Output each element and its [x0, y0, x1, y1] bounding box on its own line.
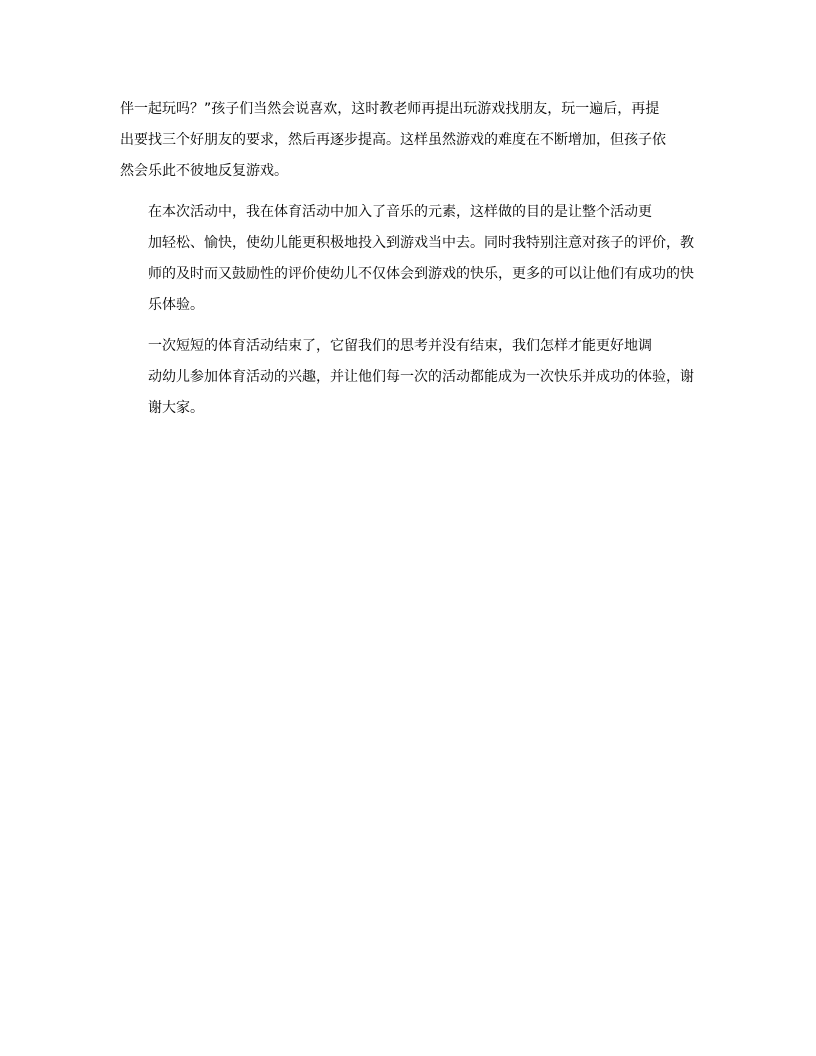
paragraph-1 — [120, 94, 696, 187]
paragraph-line: 动幼儿参加体育活动的兴趣，并让他们每一次的活动都能成为一次快乐并成功的体验，谢 — [148, 369, 694, 385]
paragraph-line: 然会乐此不彼地反复游戏。 — [120, 163, 288, 179]
paragraph-3 — [120, 331, 696, 424]
paragraph-line: 一次短短的体育活动结束了，它留我们的思考并没有结束，我们怎样才能更好地调 — [148, 338, 652, 354]
paragraph-line: 师的及时而又鼓励性的评价使幼儿不仅体会到游戏的快乐，更多的可以让他们有成功的快 — [148, 266, 694, 282]
paragraph-line: 乐体验。 — [148, 297, 204, 313]
document-body — [120, 94, 696, 424]
paragraph-line: 加轻松、愉快，使幼儿能更积极地投入到游戏当中去。同时我特别注意对孩子的评价，教 — [148, 235, 694, 251]
paragraph-line: 出要找三个好朋友的要求，然后再逐步提高。这样虽然游戏的难度在不断增加，但孩子依 — [120, 132, 666, 148]
paragraph-line: 在本次活动中，我在体育活动中加入了音乐的元素，这样做的目的是让整个活动更 — [148, 204, 652, 220]
paragraph-line: 谢大家。 — [148, 400, 204, 416]
paragraph-2 — [120, 197, 696, 321]
paragraph-line: 伴一起玩吗？”孩子们当然会说喜欢，这时教老师再提出玩游戏找朋友，玩一遍后，再提 — [120, 101, 660, 117]
